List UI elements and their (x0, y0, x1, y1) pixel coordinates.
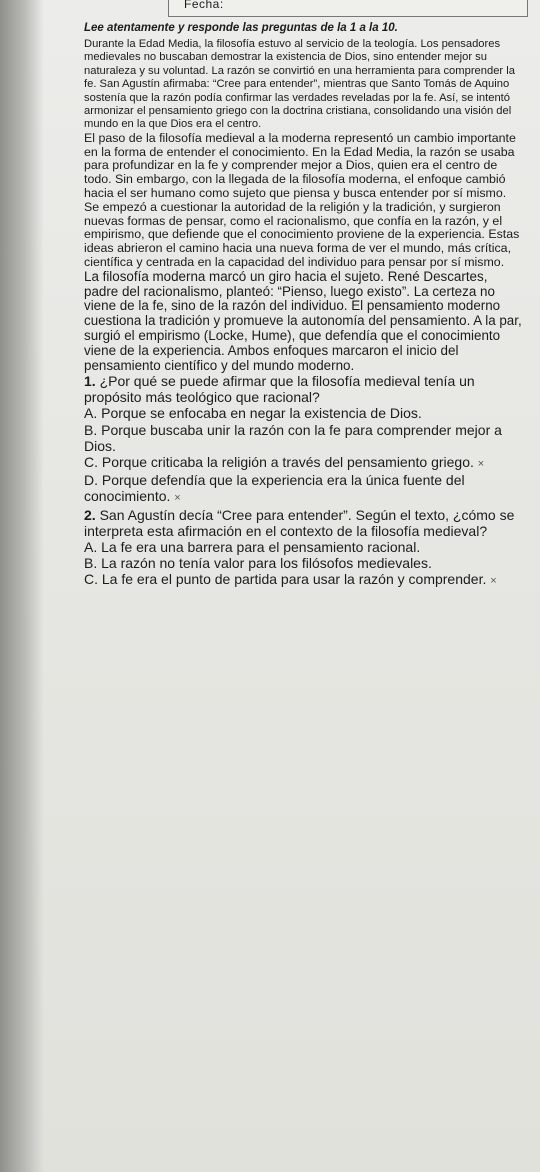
option-label: B. Porque buscaba unir la razón con la fe para comprender mejor a Dios. (84, 421, 502, 454)
question-1-option-b[interactable] (84, 422, 524, 454)
option-label: D. Porque defendía que la experiencia era la única fuente del conocimiento. (84, 472, 465, 505)
paragraph-2: El paso de la filosofía medieval a la moderna representó un cambio importante en la forma de entender el conocimiento. En la Edad Media, la razón se usaba para profundizar en la fe y comprender mejor a Dios, quien era el centro de todo. Sin embargo, con la llegada de la filosofía moderna, el enfoque cambió hacia el ser humano como sujeto que piensa y busca entender por sí mismo. Se empezó a cuestionar la autoridad de la religión y la tradición, y surgieron nuevas formas de pensar, como el racionalismo, que confía en la razón, y el empirismo, que defiende que el conocimiento proviene de la experiencia. Estas ideas abrieron el camino hacia una nueva forma de ver el mundo, más crítica, científica y centrada en la capacidad del individuo para pensar por sí mismo. (84, 130, 520, 270)
cross-mark: × (477, 458, 485, 470)
question-1-text: ¿Por qué se puede afirmar que la filosofía medieval tenía un propósito más teológico que racional? (84, 373, 475, 406)
option-label: A. Porque se enfocaba en negar la existencia de Dios. (84, 405, 422, 422)
page-edge-shadow (0, 0, 44, 1172)
question-2 (84, 507, 524, 539)
question-2-option-b[interactable] (84, 555, 524, 571)
option-label: C. Porque criticaba la religión a través del pensamiento griego. (84, 454, 474, 470)
date-label: Fecha: (184, 0, 224, 11)
option-label: A. La fe era una barrera para el pensamiento racional. (84, 538, 421, 555)
question-1-option-a[interactable] (84, 405, 524, 421)
question-2-number: 2. (84, 506, 96, 523)
question-2-option-c[interactable] (84, 571, 524, 589)
instructions: Lee atentamente y responde las preguntas de la 1 a la 10. (84, 22, 398, 34)
question-2-option-a[interactable] (84, 539, 524, 555)
question-1 (84, 373, 524, 405)
question-1-option-d[interactable] (84, 472, 524, 506)
paragraph-1: Durante la Edad Media, la filosofía estuvo al servicio de la teología. Los pensadores medievales no buscaban demostrar la existencia de Dios, sino entender mejor su naturaleza y su voluntad. La razón se convirtió en una herramienta para comprender la fe. San Agustín afirmaba: “Cree para entender”, mientras que Santo Tomás de Aquino sostenía que la razón podía confirmar las verdades reveladas por la fe. Así, se intentó armonizar el pensamiento griego con la doctrina cristiana, consolidando una visión del mundo en la que Dios era el centro. (84, 38, 515, 131)
option-label: B. La razón no tenía valor para los filósofos medievales. (84, 554, 432, 571)
question-1-number: 1. (84, 373, 96, 390)
cross-mark: × (490, 575, 497, 588)
question-2-text: San Agustín decía “Cree para entender”. Según el texto, ¿cómo se interpreta esta afirmación en el contexto de la filosofía medieval? (84, 506, 515, 539)
question-1-option-c[interactable] (84, 454, 524, 472)
paragraph-3: La filosofía moderna marcó un giro hacia el sujeto. René Descartes, padre del racionalismo, planteó: “Pienso, luego existo”. La certeza no viene de la fe, sino de la razón del individuo. El pensamiento moderno cuestiona la tradición y promueve la autonomía del pensamiento. A la par, surgió el empirismo (Locke, Hume), que defendía que el conocimiento viene de la experiencia. Ambos enfoques marcaron el inicio del pensamiento científico y del mundo moderno. (84, 268, 522, 373)
option-label: C. La fe era el punto de partida para usar la razón y comprender. (84, 571, 487, 588)
worksheet-content (84, 22, 524, 589)
cross-mark: × (174, 492, 181, 505)
